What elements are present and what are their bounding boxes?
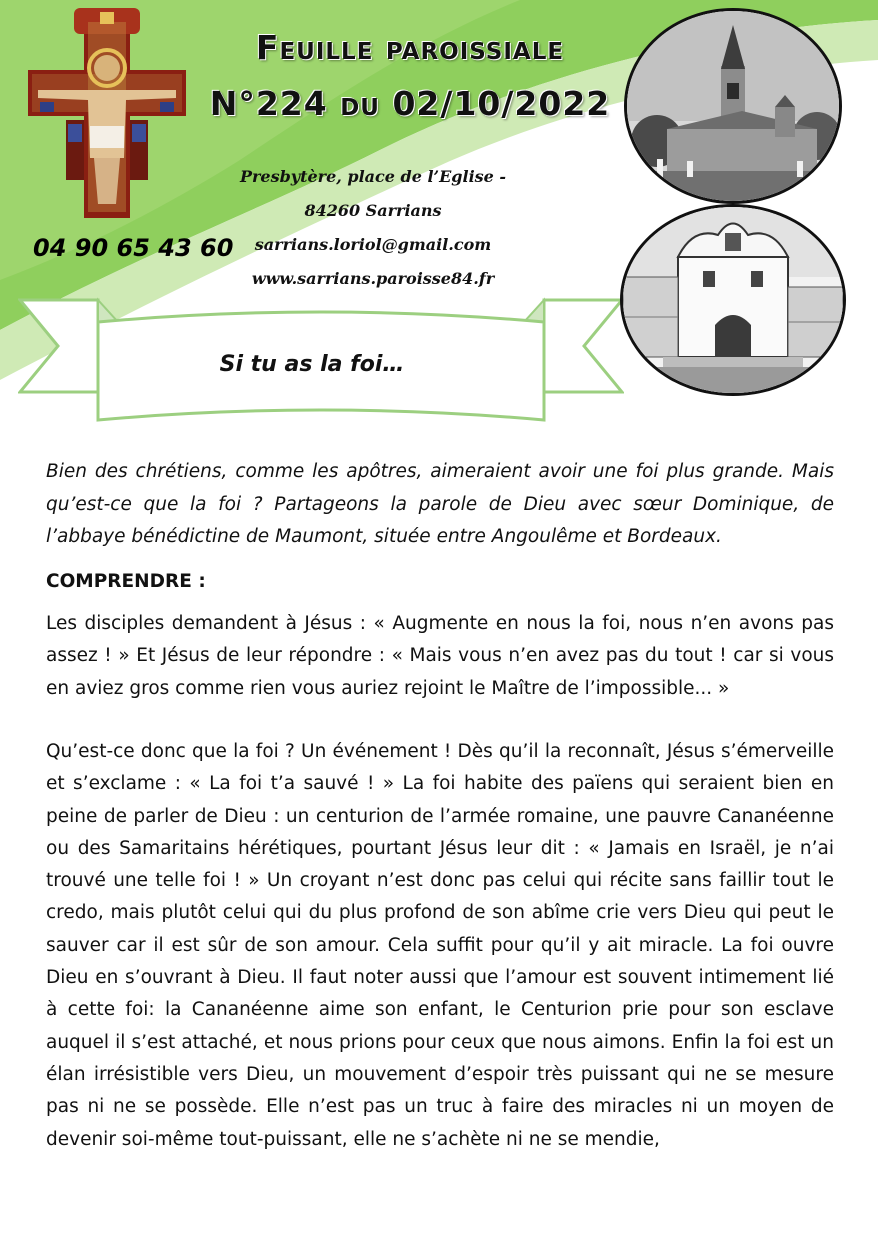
banner-title: Si tu as la foi… [219,352,405,377]
bulletin-title: Feuille paroissiale [255,28,565,67]
website-link[interactable]: www.sarrians.paroisse84.fr [251,269,495,288]
church-photo [624,8,842,204]
chapel-drawing [620,204,846,396]
intro-paragraph: Bien des chrétiens, comme les apôtres, aimeraient avoir une foi plus grande. Mais qu’est-ce que la foi ? Partageons la parole de Dieu avec sœur Dominique, de l’abbaye bénédictine de Maumont, située entre Angoulême et Bordeaux. [46,461,834,547]
crucifix-image [26,8,188,226]
body-paragraph: Les disciples demandent à Jésus : « Augmente en nous la foi, nous n’en avons pas assez ! » Et Jésus de leur répondre : « Mais vous n’en avez pas du tout ! car si vous en aviez gros comme rien vous auriez rejoint le Maître de l’impossible... » [46,613,834,699]
bulletin-issue-number: N°224 du 02/10/2022 [209,84,611,123]
phone-number: 04 90 65 43 60 [33,234,234,262]
body-paragraph: Qu’est-ce donc que la foi ? Un événement ! Dès qu’il la reconnaît, Jésus s’émerveille et s’exclame : « La foi t’a sauvé ! » La foi habite des païens qui seraient bien en peine de parler de Dieu : un centurion de l’armée romaine, une pauvre Cananéenne ou des Samaritains hérétiques, pourtant Jésus leur dit : « Jamais en Israël, je n’ai trouvé une telle foi ! » Un croyant n’est donc pas celui qui récite sans faillir tout le credo, mais plutôt celui qui du plus profond de son abîme crie vers Dieu qui peut le sauver car il est sûr de son amour. Cela suffit pour qu’il y ait miracle. La foi ouvre Dieu en s’ouvrant à Dieu. Il faut noter aussi que l’amour est souvent intimement lié à cette foi: la Cananéenne aime son enfant, le Centurion prie pour son esclave auquel il s’est attaché, et nous prions pour ceux que nous aimons. Enfin la foi est un élan irrésistible vers Dieu, un mouvement d’espoir très puissant qui ne se mesure pas ni ne se possède. Elle n’est pas un truc à faire des miracles ni un moyen de devenir soi-même tout-puissant, elle ne s’achète ni ne se mendie, [46,741,834,1150]
address-line: Presbytère, place de l’Eglise - [239,167,507,186]
email-address[interactable]: sarrians.loriol@gmail.com [254,235,492,254]
section-heading: COMPRENDRE : [46,571,206,592]
postal-address-line: 84260 Sarrians [304,201,442,220]
